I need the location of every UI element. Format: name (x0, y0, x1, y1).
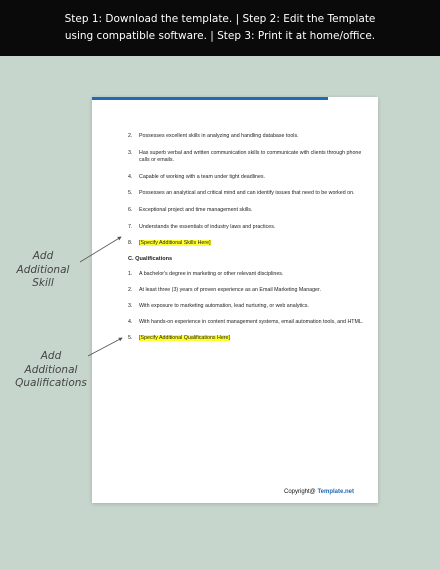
copyright-footer (284, 489, 354, 495)
annotation-line: Add (40, 350, 62, 362)
skill-text: Understands the essentials of industry laws and practices. (139, 223, 276, 230)
skill-item-8 (128, 240, 364, 248)
skill-text: Exceptional project and time management skills. (139, 206, 253, 213)
template-net-link[interactable]: Template.net (317, 489, 354, 495)
skill-number: 6. (128, 206, 133, 213)
qualification-number: 5. (128, 335, 133, 342)
annotation-line: Qualifications (15, 377, 87, 389)
document-page (92, 97, 378, 503)
skill-item-2 (128, 133, 364, 141)
annotation-add-qualifications (8, 350, 94, 391)
skill-number: 3. (128, 149, 133, 156)
skill-number: 5. (128, 190, 133, 197)
qualification-item-3 (128, 303, 364, 311)
skill-number: 7. (128, 223, 133, 230)
skill-text: Possesses excellent skills in analyzing and handling database tools. (139, 133, 299, 139)
skill-item-3 (128, 150, 364, 165)
qualification-number: 3. (128, 303, 133, 310)
annotation-line: Additional (24, 363, 78, 376)
section-title-qualifications: C. Qualifications (128, 256, 173, 262)
qualification-placeholder-highlight[interactable]: [Specify Additional Qualifications Here] (139, 335, 230, 342)
qualification-number: 4. (128, 319, 133, 326)
annotation-line: Skill (32, 277, 54, 289)
skill-item-4 (128, 174, 364, 182)
instructions-banner (0, 0, 440, 56)
skill-number: 8. (128, 240, 133, 247)
skill-number: 2. (128, 133, 133, 139)
skill-text: Capable of working with a team under tight deadlines. (139, 173, 266, 180)
qualification-item-1 (128, 271, 364, 279)
annotation-line: Add (32, 250, 54, 262)
qualification-text: With exposure to marketing automation, lead nurturing, or web analytics. (139, 303, 309, 310)
qualification-item-2 (128, 287, 364, 295)
annotation-line: Additional (16, 263, 70, 276)
qualification-item-5 (128, 335, 364, 343)
skill-text: Has superb verbal and written communication skills to communicate with clients through phone calls or emails. (139, 149, 362, 164)
qualifications-list (128, 271, 364, 343)
accent-bar (92, 97, 328, 100)
annotation-add-skill (10, 250, 76, 291)
qualification-text: At least three (3) years of proven experience as an Email Marketing Manager. (139, 287, 321, 294)
skill-item-6 (128, 207, 364, 215)
skill-number: 4. (128, 173, 133, 180)
banner-line-2: using compatible software. | Step 3: Print it at home/office. (64, 30, 376, 42)
qualification-item-4 (128, 319, 364, 327)
copyright-prefix: Copyright@ (284, 489, 318, 495)
qualification-number: 2. (128, 287, 133, 294)
banner-line-1: Step 1: Download the template. | Step 2: Edit the Template (64, 13, 376, 25)
qualification-text: A bachelor's degree in marketing or other relevant disciplines. (139, 271, 284, 277)
skill-item-5 (128, 190, 364, 198)
qualification-text: With hands-on experience in content management systems, email automation tools, and HTML. (139, 319, 364, 326)
qualification-number: 1. (128, 271, 133, 277)
skill-placeholder-highlight[interactable]: [Specify Additional Skills Here] (139, 240, 211, 247)
skill-item-7 (128, 224, 364, 232)
skill-text: Possesses an analytical and critical mind and can identify issues that need to be worked on. (139, 190, 355, 197)
skills-list (128, 133, 364, 248)
